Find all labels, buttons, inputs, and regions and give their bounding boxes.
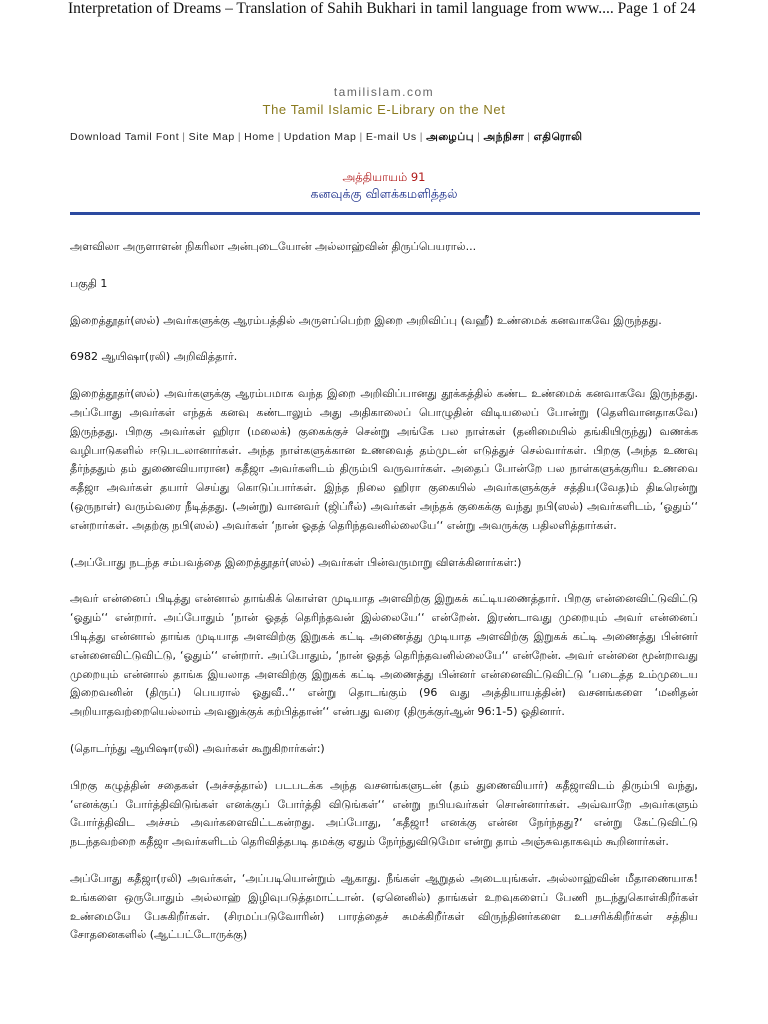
nav-separator: | [527,131,531,143]
nav-home[interactable]: Home [244,131,275,143]
nav-separator: | [477,131,481,143]
bismillah-line: அளவிலா அருளாளன் நிகரிலா அன்புடையோன் அல்லாஹ்வின் திருப்பெயரால்... [70,240,477,253]
nav-ethiroli[interactable]: எதிரொலி [533,131,583,143]
nav-azhaippu[interactable]: அழைப்பு [426,131,475,143]
section-label: பகுதி 1 [70,276,108,290]
chapter-title: கனவுக்கு விளக்கமளித்தல் [310,186,458,201]
page-header: Interpretation of Dreams – Translation of Sahih Bukhari in tamil language from www.... Page 1 of 24 [68,0,696,17]
nav-annisa[interactable]: அந்நிசா [483,131,525,143]
site-domain: tamilislam.com [333,85,435,99]
nav-email-us[interactable]: E-mail Us [365,131,417,143]
hadith-number: 6982 ஆயிஷா(ரலி) அறிவித்தார். [70,350,238,364]
nav-site-map[interactable]: Site Map [188,131,235,143]
nav-download-tamil-font[interactable]: Download Tamil Font [70,131,180,143]
site-navigation [70,131,583,144]
nav-separator: | [182,131,186,143]
nav-updation-map[interactable]: Updation Map [283,131,357,143]
nav-separator: | [277,131,281,143]
site-tagline: The Tamil Islamic E-Library on the Net [262,102,506,117]
paragraph: (அப்போது நடந்த சம்பவத்தை இறைத்தூதர்(ஸல்) அவர்கள் பின்வருமாறு விளக்கினார்கள்:) [70,555,522,569]
content-body [70,238,698,963]
nav-separator: | [419,131,424,143]
paragraph: இறைத்தூதர்(ஸல்) அவர்களுக்கு ஆரம்பமாக வந்த இறை அறிவிப்பானது தூக்கத்தில் கண்ட உண்மைக் கனவாகவே இருந்தது. அப்போது அவர்கள் எந்தக் கனவு கண்டாலும் அது அதிகாலைப் பொழுதின் விடியலைப் போன்று (தெளிவானதாகவே) இருந்தது. பிறகு அவர்கள் ஹிரா (மலைக்) குகைக்குச் சென்று அங்கே பல நாள்கள் (தனிமையில் தங்கியிருந்து) வணக்க வழிபாடுகளில் ஈடுபடலானார்கள். அந்த நாள்களுக்கான உணவைத் தம்முடன் எடுத்துச் செல்வார்கள். பிறகு (அந்த உணவு தீர்ந்ததும் தம் துணைவியாரான) கதீஜா அவர்களிடம் திரும்பி வருவார்கள். அதைப் போன்றே பல நாள்களுக்குரிய உணவை கதீஜா அவர்கள் தயார் செய்து கொடுப்பார்கள். இந்த நிலை ஹிரா குகையில் அவர்களுக்குச் சத்திய(வேத)ம் திடீரென்று (ஒருநாள்) வரும்வரை நீடித்தது. (அன்று) வானவர் (ஜிப்ரீல்) அவர்கள் அந்தக் குகைக்கு வந்து நபி(ஸல்) அவர்களிடம், ‘ஓதும்‘‘ என்றார்கள். அதற்கு நபி(ஸல்) அவர்கள் ‘நான் ஓதத் தெரிந்தவனில்லையே‘‘ என்று அவருக்கு பதிலளித்தார்கள். [70,387,698,532]
section-heading: இறைத்தூதர்(ஸல்) அவர்களுக்கு ஆரம்பத்தில் அருளப்பெற்ற இறை அறிவிப்பு (வஹீ) உண்மைக் கனவாகவே இருந்தது. [70,313,662,327]
nav-separator: | [237,131,242,143]
paragraph: பிறகு கழுத்தின் சதைகள் (அச்சத்தால்) படபடக்க அந்த வசனங்களுடன் (தம் துணைவியார்) கதீஜாவிடம் திரும்பி வந்து, ‘எனக்குப் போர்த்திவிடுங்கள் எனக்குப் போர்த்தி விடுங்கள்‘‘ என்று நபியவர்கள் சொன்னார்கள். அவ்வாறே அவர்களும் போர்த்திவிட அச்சம் அவர்களைவிட்டகன்றது. அப்போது, ‘கதீஜா! எனக்கு என்ன நேர்ந்தது?‘ என்று கேட்டுவிட்டு நடந்தவற்றை கதீஜா அவர்களிடம் தெரிவித்தபடி தமக்கு ஏதும் நேர்ந்துவிடுமோ என்று தாம் அஞ்சுவதாகவும் கூறினார்கள். [70,778,698,849]
chapter-number: அத்தியாயம் 91 [342,170,426,184]
paragraph: (தொடர்ந்து ஆயிஷா(ரலி) அவர்கள் கூறுகிறார்கள்:) [70,741,325,755]
paragraph: அப்போது கதீஜா(ரலி) அவர்கள், ‘அப்படியொன்றும் ஆகாது. நீங்கள் ஆறுதல் அடையுங்கள். அல்லாஹ்வின் மீதாணையாக! உங்களை ஒருபோதும் அல்லாஹ் இழிவுபடுத்தமாட்டான். (ஏனெனில்) தாங்கள் உறவுகளைப் பேணி நடந்துகொள்கிறீர்கள் உண்மையே பேசுகிறீர்கள். (சிரமப்படுவோரின்) பாரத்தைச் சுமக்கிறீர்கள் விருந்தினர்களை உபசரிக்கிறீர்கள் சத்திய சோதனைகளில் (ஆட்பட்டோருக்கு) [70,871,698,942]
nav-separator: | [359,131,363,143]
paragraph: அவர் என்னைப் பிடித்து என்னால் தாங்கிக் கொள்ள முடியாத அளவிற்கு இறுகக் கட்டியணைத்தார். பிறகு என்னைவிட்டுவிட்டு ‘ஓதும்‘‘ என்றார். அப்போதும் ‘நான் ஓதத் தெரிந்தவன் இல்லையே‘‘ என்றேன். இரண்டாவது முறையும் அவர் என்னைப் பிடித்து என்னால் தாங்க முடியாத அளவிற்கு இறுகக் கட்டி அணைத்து முடியாத அளவிற்கு இறுகக் கட்டி அணைத்து பின்னர் என்னைவிட்டுவிட்டு, ‘ஓதும்‘‘ என்றார். அப்போதும், ‘நான் ஓதத் தெரிந்தவனில்லையே‘‘ என்றேன். அவர் என்னை மூன்றாவது முறையும் என்னால் தாங்க இயலாத அளவிற்கு இறுகக் கட்டி அணைத்து பின்னர் என்னைவிட்டுவிட்டு ‘படைத்த உம்முடைய இறைவனின் (திருப்) பெயரால் ஓதுவீ..‘‘ என்று தொடங்கும் (96 வது அத்தியாயத்தின்) வசனங்களை ‘மனிதன் அறியாதவற்றையெல்லாம் அவனுக்குக் கற்பித்தான்‘‘ என்பது வரை (திருக்குர்ஆன் 96:1-5) ஓதினார். [70,592,698,719]
divider [70,212,700,215]
